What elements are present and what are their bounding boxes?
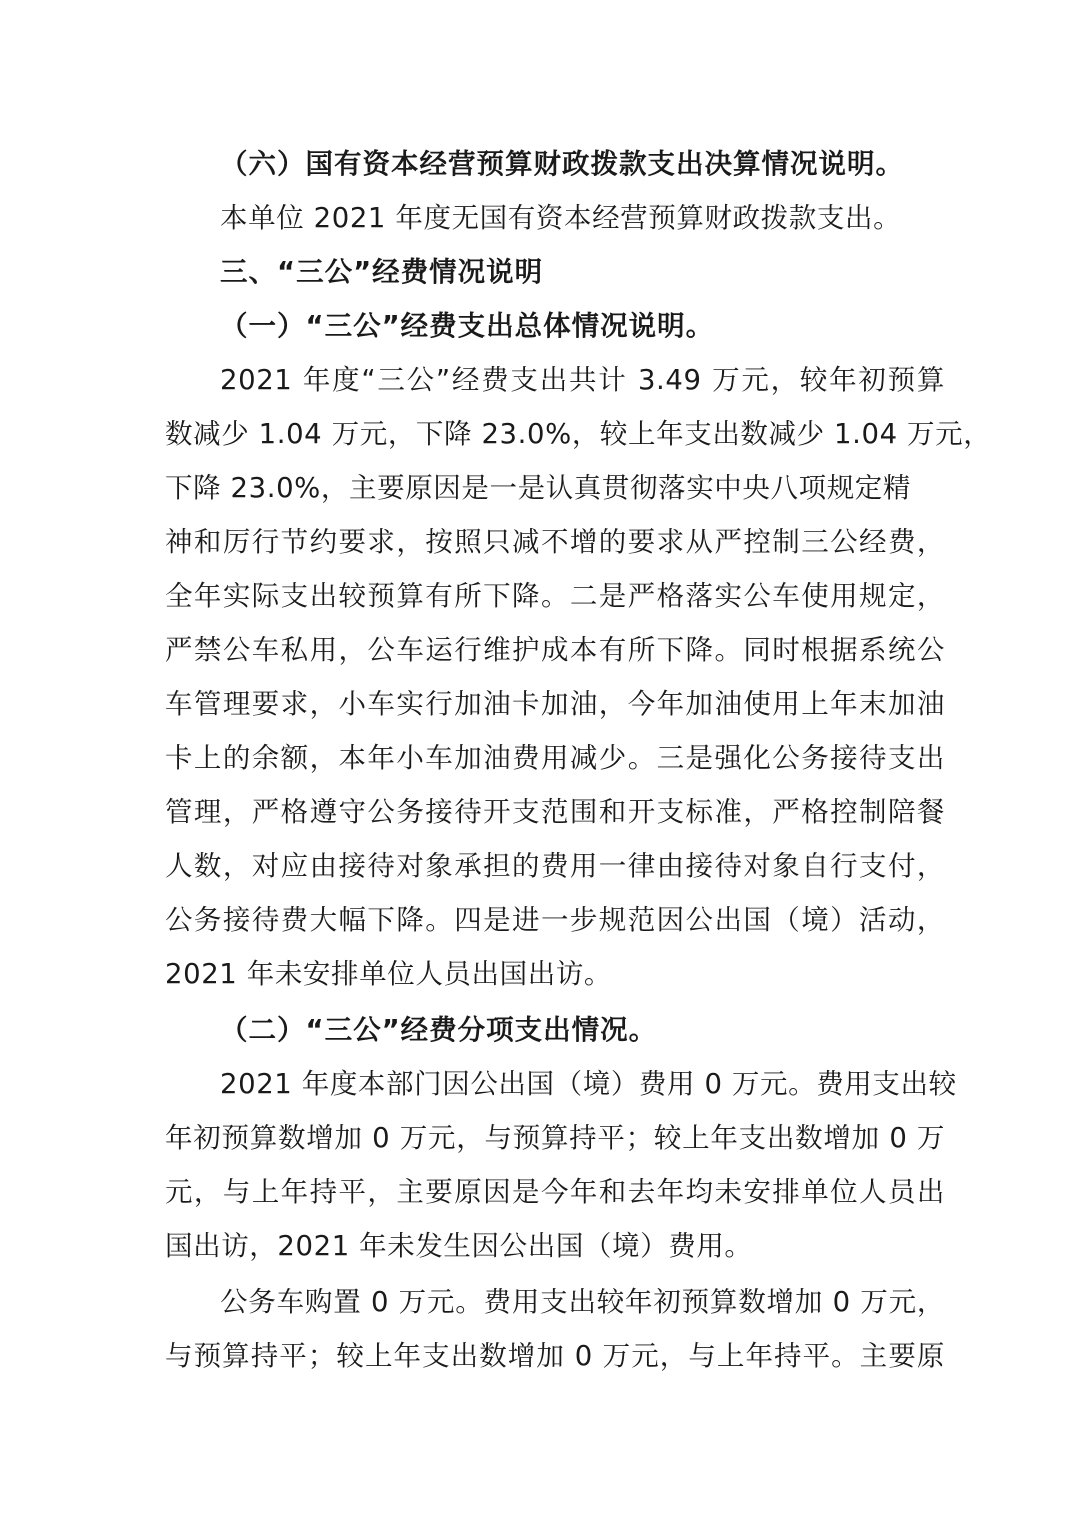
paragraph-line: 2021 年度本部门因公出国（境）费用 0 万元。费用支出较 [220, 1068, 957, 1100]
paragraph-line: 2021 年度“三公”经费支出共计 3.49 万元，较年初预算 [220, 364, 945, 396]
paragraph-line: 车管理要求，小车实行加油卡加油，今年加油使用上年末加油 [165, 688, 945, 720]
section-heading-3: 三、“三公”经费情况说明 [220, 256, 544, 288]
paragraph-line: 卡上的余额，本年小车加油费用减少。三是强化公务接待支出 [165, 742, 945, 774]
paragraph-line: 公务接待费大幅下降。四是进一步规范因公出国（境）活动， [165, 904, 945, 936]
paragraph-line: 数减少 1.04 万元，下降 23.0%，较上年支出数减少 1.04 万元， [165, 418, 992, 450]
paragraph-line: 与预算持平；较上年支出数增加 0 万元，与上年持平。主要原 [165, 1340, 945, 1372]
paragraph-line: 国出访，2021 年未发生因公出国（境）费用。 [165, 1230, 753, 1262]
paragraph-line: 人数，对应由接待对象承担的费用一律由接待对象自行支付， [165, 850, 945, 882]
paragraph-line: 年初预算数增加 0 万元，与预算持平；较上年支出数增加 0 万 [165, 1122, 945, 1154]
subsection-heading-2: （二）“三公”经费分项支出情况。 [220, 1014, 658, 1046]
paragraph-line: 2021 年未安排单位人员出国出访。 [165, 958, 613, 990]
paragraph-line: 本单位 2021 年度无国有资本经营预算财政拨款支出。 [220, 202, 902, 234]
paragraph-line: 管理，严格遵守公务接待开支范围和开支标准，严格控制陪餐 [165, 796, 945, 828]
subsection-heading-1: （一）“三公”经费支出总体情况说明。 [220, 310, 715, 342]
paragraph-line: 下降 23.0%，主要原因是一是认真贯彻落实中央八项规定精 [165, 472, 911, 504]
section-heading-6: （六）国有资本经营预算财政拨款支出决算情况说明。 [220, 148, 904, 180]
paragraph-line: 严禁公车私用，公车运行维护成本有所下降。同时根据系统公 [165, 634, 945, 666]
paragraph-line: 全年实际支出较预算有所下降。二是严格落实公车使用规定， [165, 580, 945, 612]
paragraph-line: 公务车购置 0 万元。费用支出较年初预算数增加 0 万元， [220, 1286, 945, 1318]
paragraph-line: 元，与上年持平，主要原因是今年和去年均未安排单位人员出 [165, 1176, 945, 1208]
paragraph-line: 神和厉行节约要求，按照只减不增的要求从严控制三公经费， [165, 526, 945, 558]
